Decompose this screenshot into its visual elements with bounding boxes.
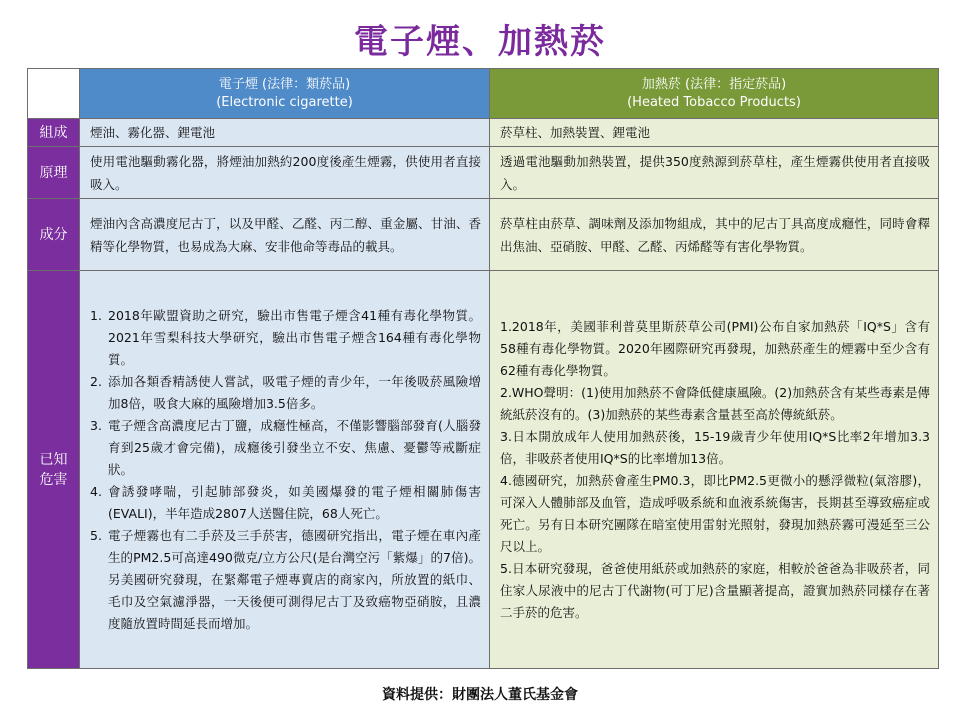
list-item: 1.2018年，美國菲利普莫里斯菸草公司(PMI)公布自家加熱菸「IQ*S」含有58種有毒化學物質。2020年國際研究再發現，加熱菸產生的煙霧中至少含有62種有毒化學物質。 xyxy=(500,318,930,378)
source-credit: 資料提供：財團法人董氏基金會 xyxy=(382,687,578,703)
header-htp xyxy=(490,69,939,119)
ingredients-ecig-text: 煙油內含高濃度尼古丁，以及甲醛、乙醛、丙二醇、重金屬、甘油、香精等化學物質，也易成為大麻、安非他命等毒品的載具。 xyxy=(90,215,481,254)
principle-ecig-cell xyxy=(80,147,490,199)
principle-htp-cell xyxy=(490,147,939,199)
list-item xyxy=(90,305,481,371)
harms-htp-list xyxy=(500,316,930,624)
row-harms xyxy=(28,271,939,669)
row-ingredients xyxy=(28,199,939,271)
list-item xyxy=(90,415,481,481)
list-item-text: 會誘發哮喘，引起肺部發炎，如美國爆發的電子煙相關肺傷害(EVALI)，半年造成2807人送醫住院，68人死亡。 xyxy=(108,483,481,521)
list-item: 5.日本研究發現，爸爸使用紙菸或加熱菸的家庭，相較於爸爸為非吸菸者，同住家人尿液中的尼古丁代謝物(可丁尼)含量顯著提高，證實加熱菸同樣存在著二手菸的危害。 xyxy=(500,560,930,620)
row-label-harms-line1: 已知 xyxy=(39,451,68,468)
harms-ecig-cell xyxy=(80,271,490,669)
header-ecig-title: 電子煙 (法律：類菸品) xyxy=(218,76,351,92)
list-item-text: 電子煙含高濃度尼古丁鹽，成癮性極高，不僅影響腦部發育(人腦發育到25歲才會完備)，成癮後引發坐立不安、焦慮、憂鬱等戒斷症狀。 xyxy=(108,417,481,477)
header-htp-subtitle: (Heated Tobacco Products) xyxy=(627,94,801,110)
harms-htp-cell xyxy=(490,271,939,669)
row-label-principle: 原理 xyxy=(28,147,80,199)
list-item-number: 5. xyxy=(90,527,102,543)
list-item: 2.WHO聲明：(1)使用加熱菸不會降低健康風險。(2)加熱菸含有某些毒素是傳統紙菸沒有的。(3)加熱菸的某些毒素含量甚至高於傳統紙菸。 xyxy=(500,384,930,422)
header-htp-title: 加熱菸 (法律：指定菸品) xyxy=(641,76,787,92)
row-label-composition: 組成 xyxy=(28,119,80,147)
header-corner-cell xyxy=(28,69,80,119)
list-item-text: 添加各類香精誘使人嘗試，吸電子煙的青少年，一年後吸菸風險增加8倍，吸食大麻的風險增加3.5倍多。 xyxy=(108,373,481,411)
header-ecig-subtitle: (Electronic cigarette) xyxy=(216,94,353,110)
row-label-harms-line2: 危害 xyxy=(39,471,68,488)
harms-ecig-list xyxy=(90,305,481,635)
table-header-row xyxy=(28,69,939,119)
list-item-number: 3. xyxy=(90,417,102,433)
principle-htp-text: 透過電池驅動加熱裝置，提供350度熱源到菸草柱，產生煙霧供使用者直接吸入。 xyxy=(500,153,930,192)
row-principle xyxy=(28,147,939,199)
list-item-number: 2. xyxy=(90,373,102,389)
row-label-ingredients: 成分 xyxy=(28,199,80,271)
list-item-text: 電子煙霧也有二手菸及三手菸害，德國研究指出，電子煙在車內產生的PM2.5可高達490微克/立方公尺(是台灣空污「紫爆」的7倍)。另美國研究發現，在緊鄰電子煙專賣店的商家內，所放置的紙巾、毛巾及空氣濾淨器，一天後便可測得尼古丁及致癌物亞硝胺，且濃度隨放置時間延長而增加。 xyxy=(108,527,481,631)
list-item xyxy=(90,525,481,635)
list-item-number: 1. xyxy=(90,307,102,323)
list-item: 3.日本開放成年人使用加熱菸後，15-19歲青少年使用IQ*S比率2年增加3.3倍，非吸菸者使用IQ*S的比率增加13倍。 xyxy=(500,428,930,466)
composition-htp-text: 菸草柱、加熱裝置、鋰電池 xyxy=(500,125,651,140)
comparison-table xyxy=(27,68,939,669)
list-item: 4.德國研究，加熱菸會產生PM0.3，即比PM2.5更微小的懸浮微粒(氣溶膠)，可深入人體肺部及血管，造成呼吸系統和血液系統傷害，長期甚至導致癌症或死亡。另有日本研究團隊在暗室使用雷射光照射，發現加熱菸霧可漫延至三公尺以上。 xyxy=(500,472,930,554)
list-item-number: 4. xyxy=(90,483,102,499)
list-item xyxy=(90,481,481,525)
composition-ecig-text: 煙油、霧化器、鋰電池 xyxy=(90,125,216,140)
principle-ecig-text: 使用電池驅動霧化器，將煙油加熱約200度後產生煙霧，供使用者直接吸入。 xyxy=(90,153,481,192)
list-item xyxy=(90,371,481,415)
row-label-harms xyxy=(28,271,80,669)
composition-ecig-cell xyxy=(80,119,490,147)
ingredients-ecig-cell xyxy=(80,199,490,271)
ingredients-htp-text: 菸草柱由菸草、調味劑及添加物組成，其中的尼古丁具高度成癮性，同時會釋出焦油、亞硝胺、甲醛、乙醛、丙烯醛等有害化學物質。 xyxy=(500,215,930,254)
composition-htp-cell xyxy=(490,119,939,147)
list-item-text: 2018年歐盟資助之研究，驗出市售電子煙含41種有毒化學物質。2021年雪梨科技大學研究，驗出市售電子煙含164種有毒化學物質。 xyxy=(108,307,481,367)
header-ecig xyxy=(80,69,490,119)
row-composition xyxy=(28,119,939,147)
ingredients-htp-cell xyxy=(490,199,939,271)
page-title: 電子煙、加熱菸 xyxy=(354,22,606,62)
